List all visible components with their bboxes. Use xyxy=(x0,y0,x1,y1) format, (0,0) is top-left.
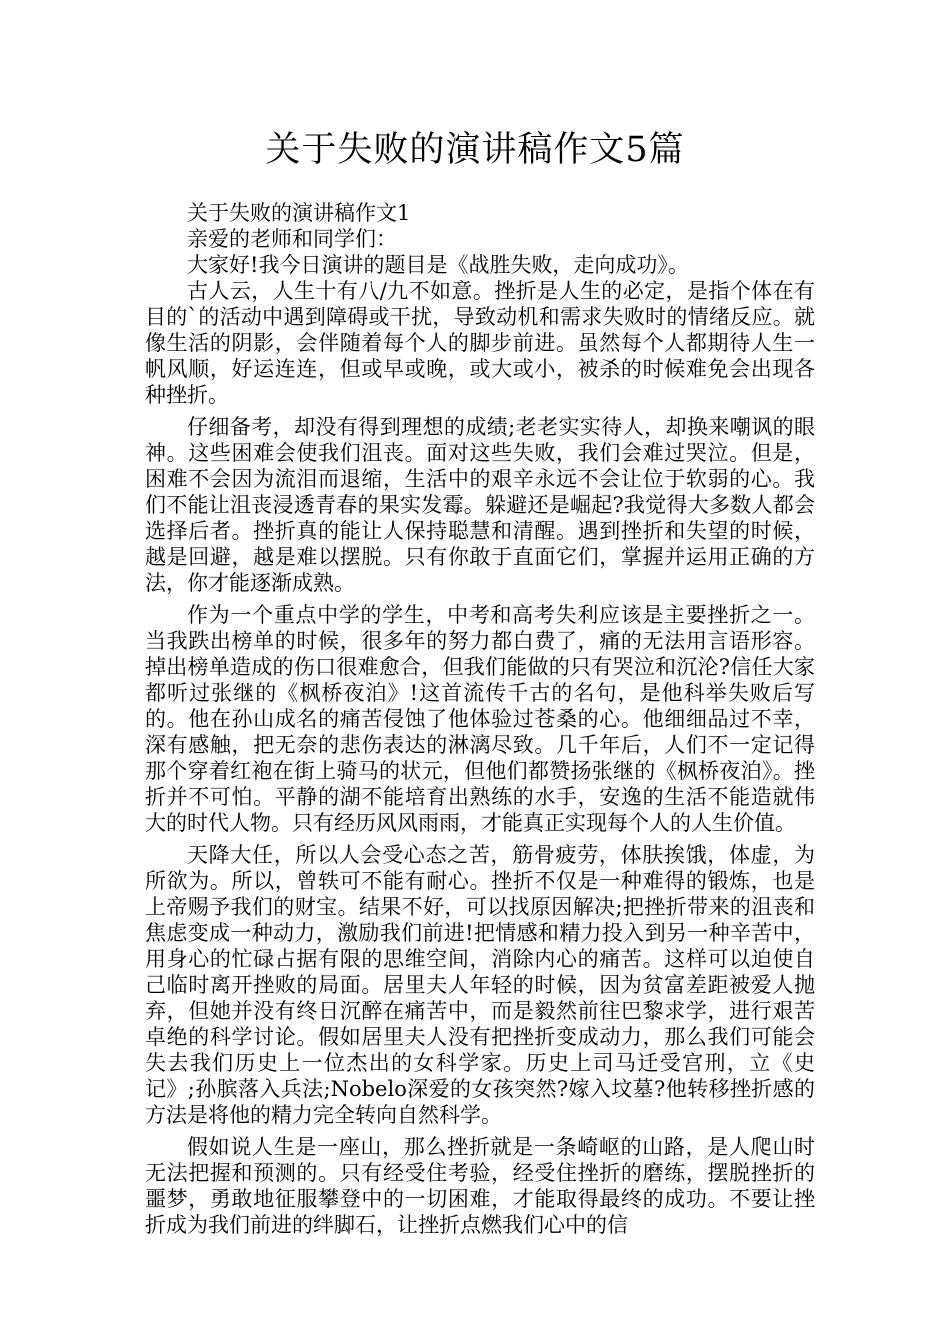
document-body xyxy=(145,200,815,1238)
paragraph-opening: 大家好!我今日演讲的题目是《战胜失败，走向成功》。 xyxy=(187,253,689,277)
paragraph: 作为一个重点中学的学生，中考和高考失利应该是主要挫折之一。当我跌出榜单的时候，很多年的努力都白费了，痛的无法用言语形容。掉出榜单造成的伤口很难愈合，但我们能做的只有哭泣和沉沦?信任大家都听过张继的《枫桥夜泊》!这首流传千古的名句，是他科举失败后写的。他在孙山成名的痛苦侵蚀了他体验过苍桑的心。他细细品过不幸，深有感触，把无奈的悲伤表达的淋漓尽致。几千年后，人们不一定记得那个穿着红袍在街上骑马的状元，但他们都赞扬张继的《枫桥夜泊》。挫折并不可怕。平静的湖不能培育出熟练的水手，安逸的生活不能造就伟大的时代人物。只有经历风风雨雨，才能真正实现每个人的人生价值。 xyxy=(145,603,815,835)
paragraph: 天降大任，所以人会受心态之苦，筋骨疲劳，体肤挨饿，体虚，为所欲为。所以，曾轶可不能有耐心。挫折不仅是一种难得的锻炼，也是上帝赐予我们的财宝。结果不好，可以找原因解决;把挫折带来的沮丧和焦虑变成一种动力，激励我们前进!把情感和精力投入到另一种辛苦中，用身心的忙碌占据有限的思维空间，消除内心的痛苦。这样可以迫使自己临时离开挫败的局面。居里夫人年轻的时候，因为贫富差距被爱人抛弃，但她并没有终日沉醉在痛苦中，而是毅然前往巴黎求学，进行艰苦卓绝的科学讨论。假如居里夫人没有把挫折变成动力，那么我们可能会失去我们历史上一位杰出的女科学家。历史上司马迁受宫刑，立《史记》;孙膑落入兵法;Nobelo深爱的女孩突然?嫁入坟墓?他转移挫折感的方法是将他的精力完全转向自然科学。 xyxy=(145,843,815,1127)
paragraph: 仔细备考，却没有得到理想的成绩;老老实实待人，却换来嘲讽的眼神。这些困难会使我们沮丧。面对这些失败，我们会难过哭泣。但是，困难不会因为流泪而退缩，生活中的艰辛永远不会让位于软弱的心。我们不能让沮丧浸透青春的果实发霉。躲避还是崛起?我觉得大多数人都会选择后者。挫折真的能让人保持聪慧和清醒。遇到挫折和失望的时候，越是回避，越是难以摆脱。只有你敢于直面它们，掌握并运用正确的方法，你才能逐渐成熟。 xyxy=(145,415,815,595)
paragraph-greeting: 亲爱的老师和同学们： xyxy=(187,227,397,251)
paragraph: 假如说人生是一座山，那么挫折就是一条崎岖的山路，是人爬山时无法把握和预测的。只有经受住考验，经受住挫折的磨练，摆脱挫折的噩梦，勇敢地征服攀登中的一切困难，才能取得最终的成功。不要让挫折成为我们前进的绊脚石，让挫折点燃我们心中的信 xyxy=(145,1135,815,1237)
paragraph: 古人云，人生十有八/九不如意。挫折是人生的必定，是指个体在有目的`的活动中遇到障碍或干扰，导致动机和需求失败时的情绪反应。就像生活的阴影，会伴随着每个人的脚步前进。虽然每个人都期待人生一帆风顺，好运连连，但或早或晚，或大或小，被杀的时候难免会出现各种挫折。 xyxy=(145,279,815,407)
paragraph-heading: 关于失败的演讲稿作文1 xyxy=(187,201,411,225)
document-title: 关于失败的演讲稿作文5篇 xyxy=(265,130,685,170)
